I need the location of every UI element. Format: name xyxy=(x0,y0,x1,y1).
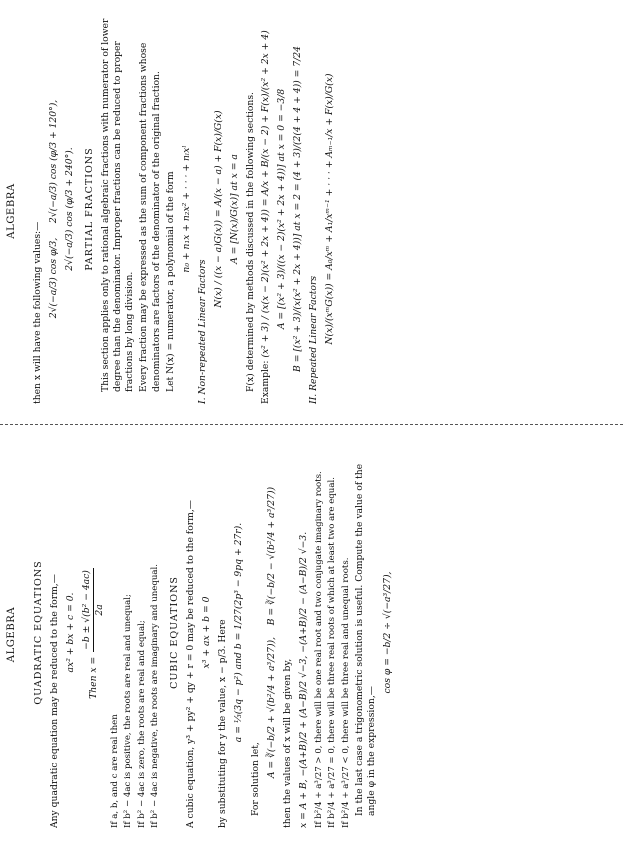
quadratic-title: QUADRATIC EQUATIONS xyxy=(33,560,44,705)
solution-prefix: Then x = xyxy=(87,656,99,699)
partial-fractions-title: PARTIAL FRACTIONS xyxy=(84,147,96,271)
trig-value-1: 2√(−a/3) cos φ/3, xyxy=(48,237,60,319)
quadratic-solution xyxy=(81,437,106,828)
quadratic-cond-4: If b² − 4ac is negative, the roots are imaginary and unequal. xyxy=(150,563,161,828)
section-II-title: II. Repeated Linear Factors xyxy=(307,275,319,404)
solution-denominator: 2a xyxy=(93,604,105,616)
cubic-case-3: If b²/4 + a³/27 < 0, there will be three real and unequal roots. xyxy=(340,557,351,828)
example-label: Example: xyxy=(259,360,271,404)
cubic-a-b-def: a = ⅓(3q − p²) and b = 1/27(2p³ − 9pq + 27r). xyxy=(233,522,245,743)
cubic-values: x = A + B, −(A+B)/2 + (A−B)/2 √−3, −(A+B)/2 − (A−B)/2 √−3. xyxy=(297,531,309,828)
section-I-note: F(x) determined by methods discussed in the following sections. xyxy=(245,92,257,392)
example-A: A = [(x² + 3)/((x − 2)(x² + 2x + 4))] at x = 0 = −3/8 xyxy=(275,88,287,330)
trig-value-2: 2√(−a/3) cos (φ/3 + 120°), xyxy=(48,99,60,224)
partial-intro-1: This section applies only to rational algebraic fractions with numerator of lower degree than the denominator. Improper fractions can be reduced to proper fractions by long division. xyxy=(99,18,136,392)
cubic-substitution: by substituting for y the value, x − p/3. Here xyxy=(217,619,229,828)
section-I-title: I. Non-repeated Linear Factors xyxy=(196,259,208,404)
trig-values-intro: then x will have the following values:— xyxy=(32,221,43,404)
section-I-A: A = [N(x)/G(x)] at x = a xyxy=(229,154,241,264)
page-divider xyxy=(0,424,623,425)
cubic-trig-intro: In the last case a trigonometric solution is useful. Compute the value of the angle φ in the expression,— xyxy=(354,463,378,816)
cubic-for-solution: For solution let, xyxy=(249,742,261,816)
page-header-right: ALGEBRA xyxy=(6,183,17,239)
cubic-case-1: If b²/4 + a³/27 > 0, there will be one real root and two conjugate imaginary roots. xyxy=(314,471,325,828)
quadratic-cond-1: If a, b, and c are real then xyxy=(110,714,121,828)
section-I-equation: N(x) / ((x − a)G(x)) = A/(x − a) + F(x)/G(x) xyxy=(213,110,225,308)
example-row xyxy=(260,14,272,404)
right-body xyxy=(30,14,340,404)
right-column xyxy=(0,0,623,422)
quadratic-intro: Any quadratic equation may be reduced to the form,— xyxy=(48,574,60,828)
page-header-left: ALGEBRA xyxy=(6,606,17,663)
solution-fraction xyxy=(81,568,106,652)
cubic-intro: A cubic equation, y³ + py² + qy + r = 0 may be reduced to the form,— xyxy=(185,500,196,828)
left-column xyxy=(0,423,623,846)
cubic-case-2: If b²/4 + a³/27 = 0, there will be three real roots of which at least two are equal. xyxy=(327,477,338,828)
trig-values-row1 xyxy=(48,14,60,404)
quadratic-form: ax² + bx + c = 0. xyxy=(64,592,76,673)
cubic-B: B = ∛(−b/2 − √(b²/4 + a³/27)) xyxy=(265,486,277,626)
solution-numerator: −b ± √(b² − 4ac) xyxy=(81,568,94,652)
partial-polynomial: n₀ + n₁x + n₂x² + · · · + nₗxˡ xyxy=(180,145,192,273)
quadratic-cond-3: If b² − 4ac is zero, the roots are real and equal; xyxy=(136,620,147,828)
cubic-A-B-def xyxy=(266,437,278,828)
quadratic-cond-2: If b² − 4ac is positive, the roots are real and unequal; xyxy=(123,594,134,828)
cubic-reduced: x³ + ax + b = 0 xyxy=(201,596,213,669)
left-body xyxy=(30,437,399,828)
cubic-title: CUBIC EQUATIONS xyxy=(169,576,181,689)
cubic-values-intro: then the values of x will be given by, xyxy=(281,658,293,828)
section-II-equation: N(x)/(xᵐG(x)) = A₀/xᵐ + A₁/xᵐ⁻¹ + · · · + Aₘ₋₁/x + F(x)/G(x) xyxy=(324,73,336,345)
example-equation: (x² + 3) / (x(x − 2)(x² + 2x + 4)) = A/x + B/(x − 2) + F(x)/(x² + 2x + 4) xyxy=(259,30,271,358)
cubic-A: A = ∛(−b/2 + √(b²/4 + a³/27)), xyxy=(265,636,277,779)
trig-value-3: 2√(−a/3) cos (φ/3 + 240°). xyxy=(64,147,76,271)
cubic-cos-phi: cos φ = −b/2 ÷ √(−a³/27), xyxy=(382,571,394,694)
partial-let-N: Let N(x) = numerator, a polynomial of the form xyxy=(164,171,176,392)
example-B: B = [(x² + 3)/(x(x² + 2x + 4))] at x = 2 = (4 + 3)/(2(4 + 4 + 4)) = 7/24 xyxy=(291,46,303,372)
partial-intro-2: Every fraction may be expressed as the sum of component fractions whose denominators are factors of the denominator of the original fraction. xyxy=(138,42,162,392)
